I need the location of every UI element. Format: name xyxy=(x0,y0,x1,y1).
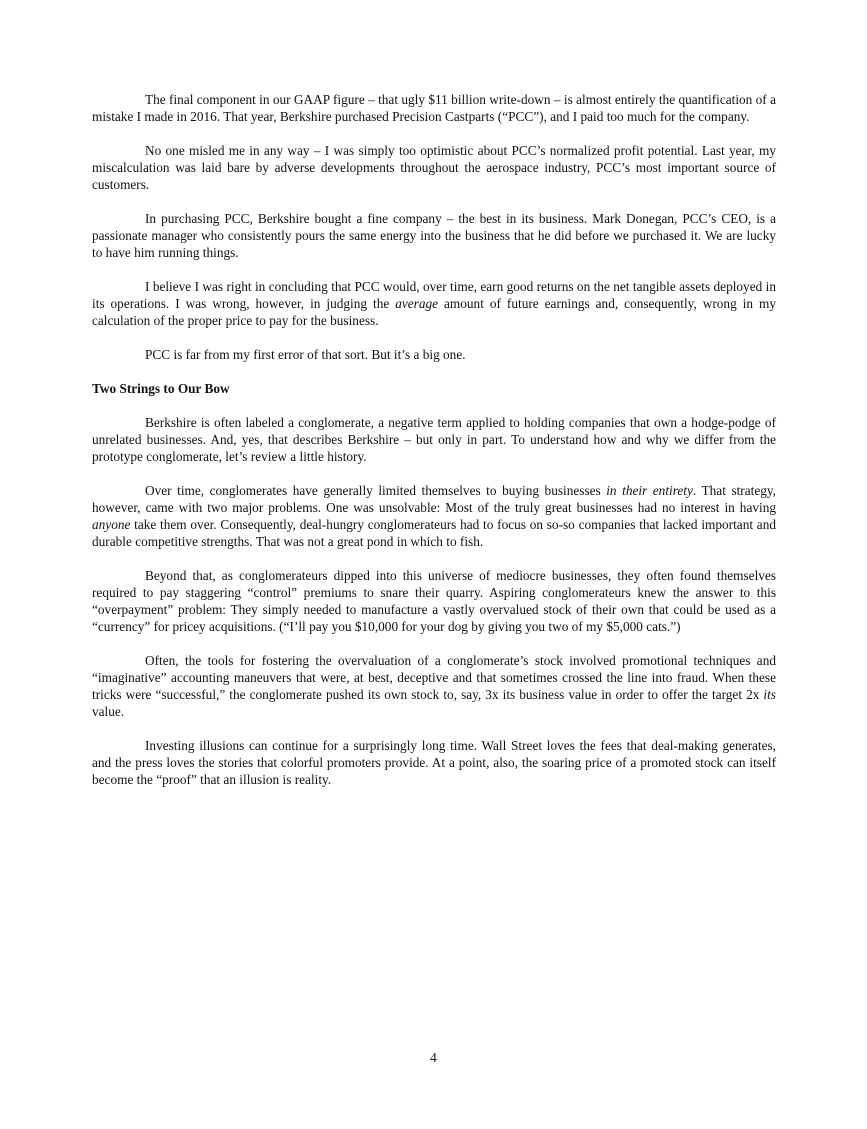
paragraph-text: take them over. Consequently, deal-hungry conglomerateurs had to focus on so-so companies that lacked important and durable competitive strengths. That was not a great pond in which to fish. xyxy=(92,517,776,549)
paragraph-text: value. xyxy=(92,704,125,719)
paragraph-text: Berkshire is often labeled a conglomerate, a negative term applied to holding companies that own a hodge-podge of unrelated businesses. And, yes, that describes Berkshire – but only in part. To understand how and why we differ from the prototype conglomerate, let’s review a little history. xyxy=(92,415,776,464)
body-text-after-heading xyxy=(92,414,776,788)
italic-text: its xyxy=(763,687,776,702)
paragraph-text: No one misled me in any way – I was simply too optimistic about PCC’s normalized profit potential. Last year, my miscalculation was laid bare by adverse developments throughout the aerospace industry, PCC’s most important source of customers. xyxy=(92,143,776,192)
paragraph-text: Over time, conglomerates have generally limited themselves to buying businesses xyxy=(145,483,607,498)
italic-text: in their entirety xyxy=(606,483,693,498)
page-number: 4 xyxy=(430,1050,437,1065)
paragraph xyxy=(92,567,776,635)
paragraph xyxy=(92,346,776,363)
paragraph-text: Beyond that, as conglomerateurs dipped into this universe of mediocre businesses, they often found themselves required to pay staggering “control” premiums to snare their quarry. Aspiring conglomerateurs knew the answer to this “overpayment” problem: They simply needed to manufacture a vastly overvalued stock of their own that could be used as a “currency” for pricey acquisitions. (“I’ll pay you $10,000 for your dog by giving you two of my $5,000 cats.”) xyxy=(92,568,776,634)
paragraph-text: Often, the tools for fostering the overvaluation of a conglomerate’s stock involved promotional techniques and “imaginative” accounting maneuvers that were, at best, deceptive and that sometimes crossed the line into fraud. When these tricks were “successful,” the conglomerate pushed its own stock to, say, 3x its business value in order to offer the target 2x xyxy=(92,653,776,702)
paragraph xyxy=(92,210,776,261)
paragraph xyxy=(92,142,776,193)
paragraph xyxy=(92,278,776,329)
paragraph-text: Investing illusions can continue for a surprisingly long time. Wall Street loves the fees that deal-making generates, and the press loves the stories that colorful promoters provide. At a point, also, the soaring price of a promoted stock can itself become the “proof” that an illusion is reality. xyxy=(92,738,776,787)
section-heading: Two Strings to Our Bow xyxy=(92,381,230,396)
italic-text: average xyxy=(395,296,439,311)
paragraph-text: PCC is far from my first error of that sort. But it’s a big one. xyxy=(145,347,466,362)
paragraph xyxy=(92,91,776,125)
paragraph xyxy=(92,482,776,550)
document-page xyxy=(92,91,776,805)
paragraph-text: I believe I was right in concluding that PCC would, over time, earn good returns on the net tangible assets deployed in its operations. I was wrong, however, in judging the xyxy=(92,279,776,311)
paragraph xyxy=(92,652,776,720)
paragraph-text: The final component in our GAAP figure – that ugly $11 billion write-down – is almost entirely the quantification of a mistake I made in 2016. That year, Berkshire purchased Precision Castparts (“PCC”), and I paid too much for the company. xyxy=(92,92,776,124)
italic-text: anyone xyxy=(92,517,131,532)
paragraph-text: In purchasing PCC, Berkshire bought a fine company – the best in its business. Mark Donegan, PCC’s CEO, is a passionate manager who consistently pours the same energy into the business that he did before we purchased it. We are lucky to have him running things. xyxy=(92,211,776,260)
paragraph xyxy=(92,737,776,788)
body-text-before-heading xyxy=(92,91,776,363)
paragraph-text: . That strategy, however, came with two major problems. One was unsolvable: Most of the truly great businesses had no interest in having xyxy=(92,483,776,515)
paragraph-text: amount of future earnings and, consequently, wrong in my calculation of the proper price to pay for the business. xyxy=(92,296,776,328)
paragraph xyxy=(92,414,776,465)
